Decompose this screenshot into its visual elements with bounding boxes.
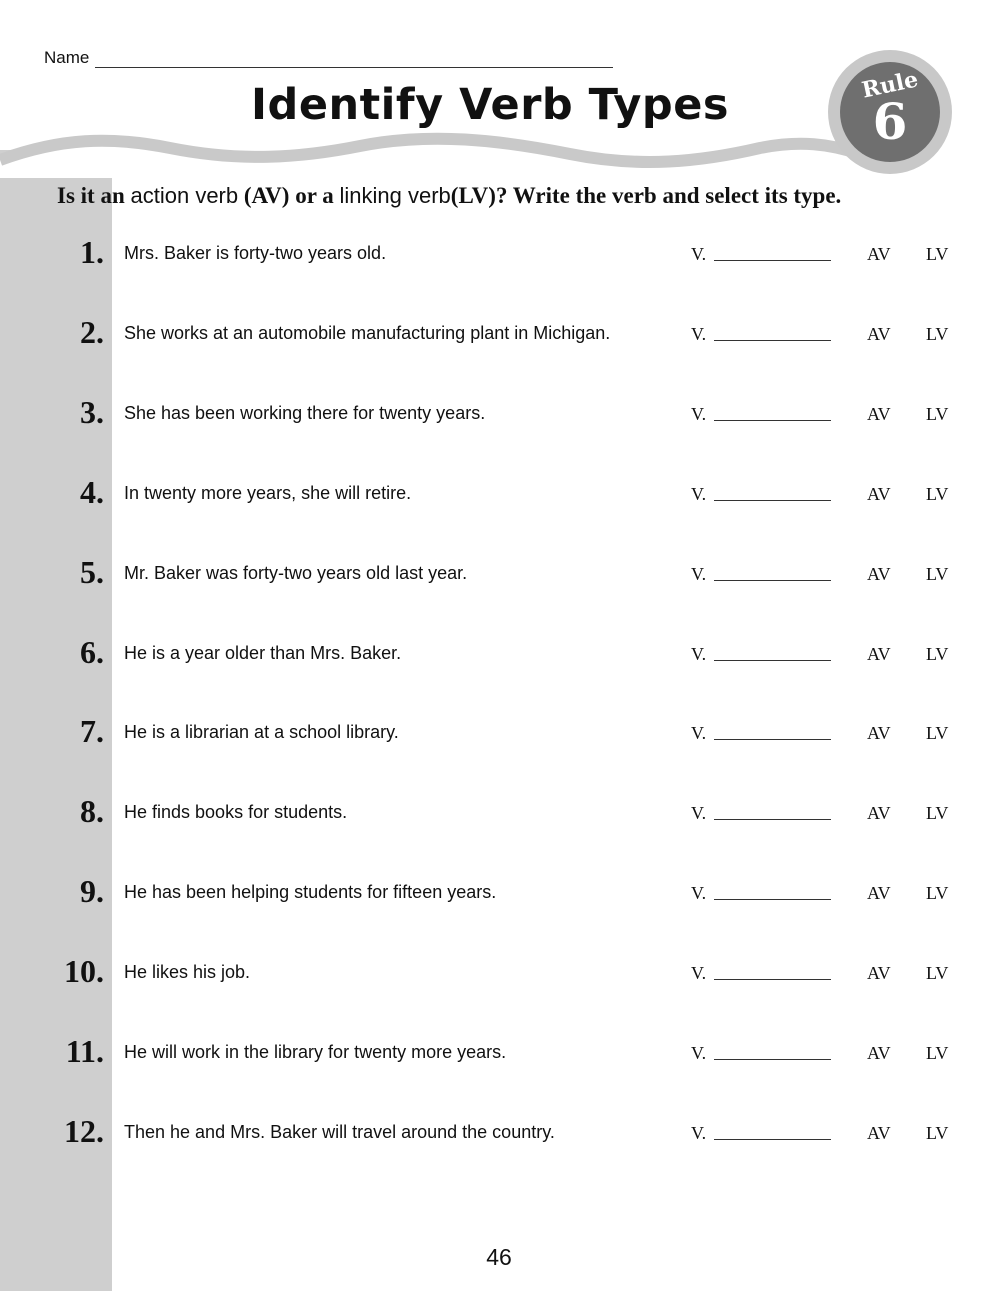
item-number: 10. — [64, 953, 104, 990]
item-sentence: He finds books for students. — [124, 802, 348, 823]
item-sentence: She has been working there for twenty years. — [124, 402, 486, 423]
item-sentence: Then he and Mrs. Baker will travel around the country. — [124, 1121, 555, 1142]
rule-badge-word: Rule — [859, 66, 921, 104]
instructions — [57, 183, 997, 209]
linking-verb-option[interactable]: LV — [926, 723, 949, 744]
rule-badge — [828, 50, 952, 174]
action-verb-option[interactable]: AV — [867, 483, 891, 504]
name-input-line[interactable] — [95, 51, 613, 68]
verb-answer-line[interactable] — [714, 899, 831, 900]
verb-label: V. — [691, 963, 707, 984]
action-verb-option[interactable]: AV — [867, 723, 891, 744]
verb-label: V. — [691, 643, 707, 664]
verb-label: V. — [691, 403, 707, 424]
verb-label: V. — [691, 244, 707, 264]
verb-label: V. — [691, 563, 707, 584]
page-title: Identify Verb Types — [251, 80, 729, 130]
verb-label: V. — [691, 803, 707, 824]
item-sentence: She works at an automobile manufacturing plant in Michigan. — [124, 322, 611, 343]
verb-answer-line[interactable] — [714, 340, 831, 341]
item-sentence: He has been helping students for fifteen years. — [124, 882, 497, 903]
action-verb-option[interactable]: AV — [867, 323, 891, 344]
verb-label: V. — [691, 1043, 707, 1063]
item-sentence: In twenty more years, she will retire. — [124, 482, 412, 503]
exercise-item — [0, 394, 1000, 444]
item-number: 12. — [64, 1112, 104, 1149]
linking-verb-option[interactable]: LV — [926, 483, 949, 504]
item-sentence: He will work in the library for twenty more years. — [124, 1042, 507, 1062]
verb-answer-line[interactable] — [714, 739, 831, 740]
exercise-item — [0, 474, 1000, 524]
verb-answer-line[interactable] — [714, 979, 831, 980]
linking-verb-option[interactable]: LV — [926, 1043, 949, 1063]
linking-verb-option[interactable]: LV — [926, 803, 949, 824]
item-number: 7. — [80, 713, 104, 750]
item-sentence: He is a librarian at a school library. — [124, 722, 399, 743]
verb-answer-line[interactable] — [714, 660, 831, 661]
verb-answer-line[interactable] — [714, 1059, 831, 1060]
verb-answer-line[interactable] — [714, 500, 831, 501]
item-number: 5. — [80, 553, 104, 590]
action-verb-option[interactable]: AV — [867, 244, 891, 264]
page-number: 46 — [486, 1244, 512, 1270]
exercise-item — [0, 634, 1000, 684]
action-verb-option[interactable]: AV — [867, 563, 891, 584]
exercise-item — [0, 314, 1000, 364]
action-verb-option[interactable]: AV — [867, 643, 891, 664]
linking-verb-option[interactable]: LV — [926, 883, 949, 904]
item-number: 8. — [80, 793, 104, 830]
verb-answer-line[interactable] — [714, 420, 831, 421]
instructions-text-2: (AV) or a — [243, 183, 334, 208]
item-number: 9. — [80, 873, 104, 910]
verb-answer-line[interactable] — [714, 1139, 831, 1140]
verb-label: V. — [691, 883, 707, 904]
linking-verb-option[interactable]: LV — [926, 323, 949, 344]
verb-answer-line[interactable] — [714, 260, 831, 261]
exercise-item — [0, 713, 1000, 763]
name-label: Name — [44, 48, 90, 67]
item-number: 6. — [80, 633, 104, 670]
exercise-item — [0, 793, 1000, 843]
verb-label: V. — [691, 723, 707, 744]
item-number: 4. — [80, 473, 104, 510]
action-verb-option[interactable]: AV — [867, 883, 891, 904]
instructions-term-linking: linking verb — [339, 183, 451, 208]
action-verb-option[interactable]: AV — [867, 963, 891, 984]
instructions-text-1: Is it an — [57, 183, 125, 208]
exercise-item — [0, 1033, 1000, 1083]
item-sentence: He likes his job. — [124, 962, 251, 983]
linking-verb-option[interactable]: LV — [926, 244, 949, 264]
verb-label: V. — [691, 1122, 707, 1143]
name-field-row — [44, 48, 613, 68]
verb-label: V. — [691, 483, 707, 504]
rule-badge-number: 6 — [872, 92, 908, 151]
item-sentence: Mrs. Baker is forty-two years old. — [124, 243, 387, 263]
item-number: 1. — [80, 234, 104, 270]
exercise-item — [0, 953, 1000, 1003]
exercise-item — [0, 234, 1000, 284]
item-number: 3. — [80, 393, 104, 430]
action-verb-option[interactable]: AV — [867, 803, 891, 824]
action-verb-option[interactable]: AV — [867, 1043, 891, 1063]
item-sentence: Mr. Baker was forty-two years old last year. — [124, 562, 468, 583]
linking-verb-option[interactable]: LV — [926, 1122, 949, 1143]
linking-verb-option[interactable]: LV — [926, 963, 949, 984]
verb-answer-line[interactable] — [714, 580, 831, 581]
action-verb-option[interactable]: AV — [867, 1122, 891, 1143]
verb-answer-line[interactable] — [714, 819, 831, 820]
instructions-text-3: (LV)? Write the verb and select its type. — [450, 183, 842, 208]
exercise-item — [0, 1113, 1000, 1163]
linking-verb-option[interactable]: LV — [926, 563, 949, 584]
item-number: 2. — [80, 313, 104, 350]
item-number: 11. — [65, 1033, 104, 1069]
verb-label: V. — [691, 323, 707, 344]
linking-verb-option[interactable]: LV — [926, 643, 949, 664]
instructions-term-action: action verb — [130, 183, 239, 208]
action-verb-option[interactable]: AV — [867, 403, 891, 424]
linking-verb-option[interactable]: LV — [926, 403, 949, 424]
item-sentence: He is a year older than Mrs. Baker. — [124, 642, 402, 663]
exercise-item — [0, 554, 1000, 604]
exercise-item — [0, 873, 1000, 923]
